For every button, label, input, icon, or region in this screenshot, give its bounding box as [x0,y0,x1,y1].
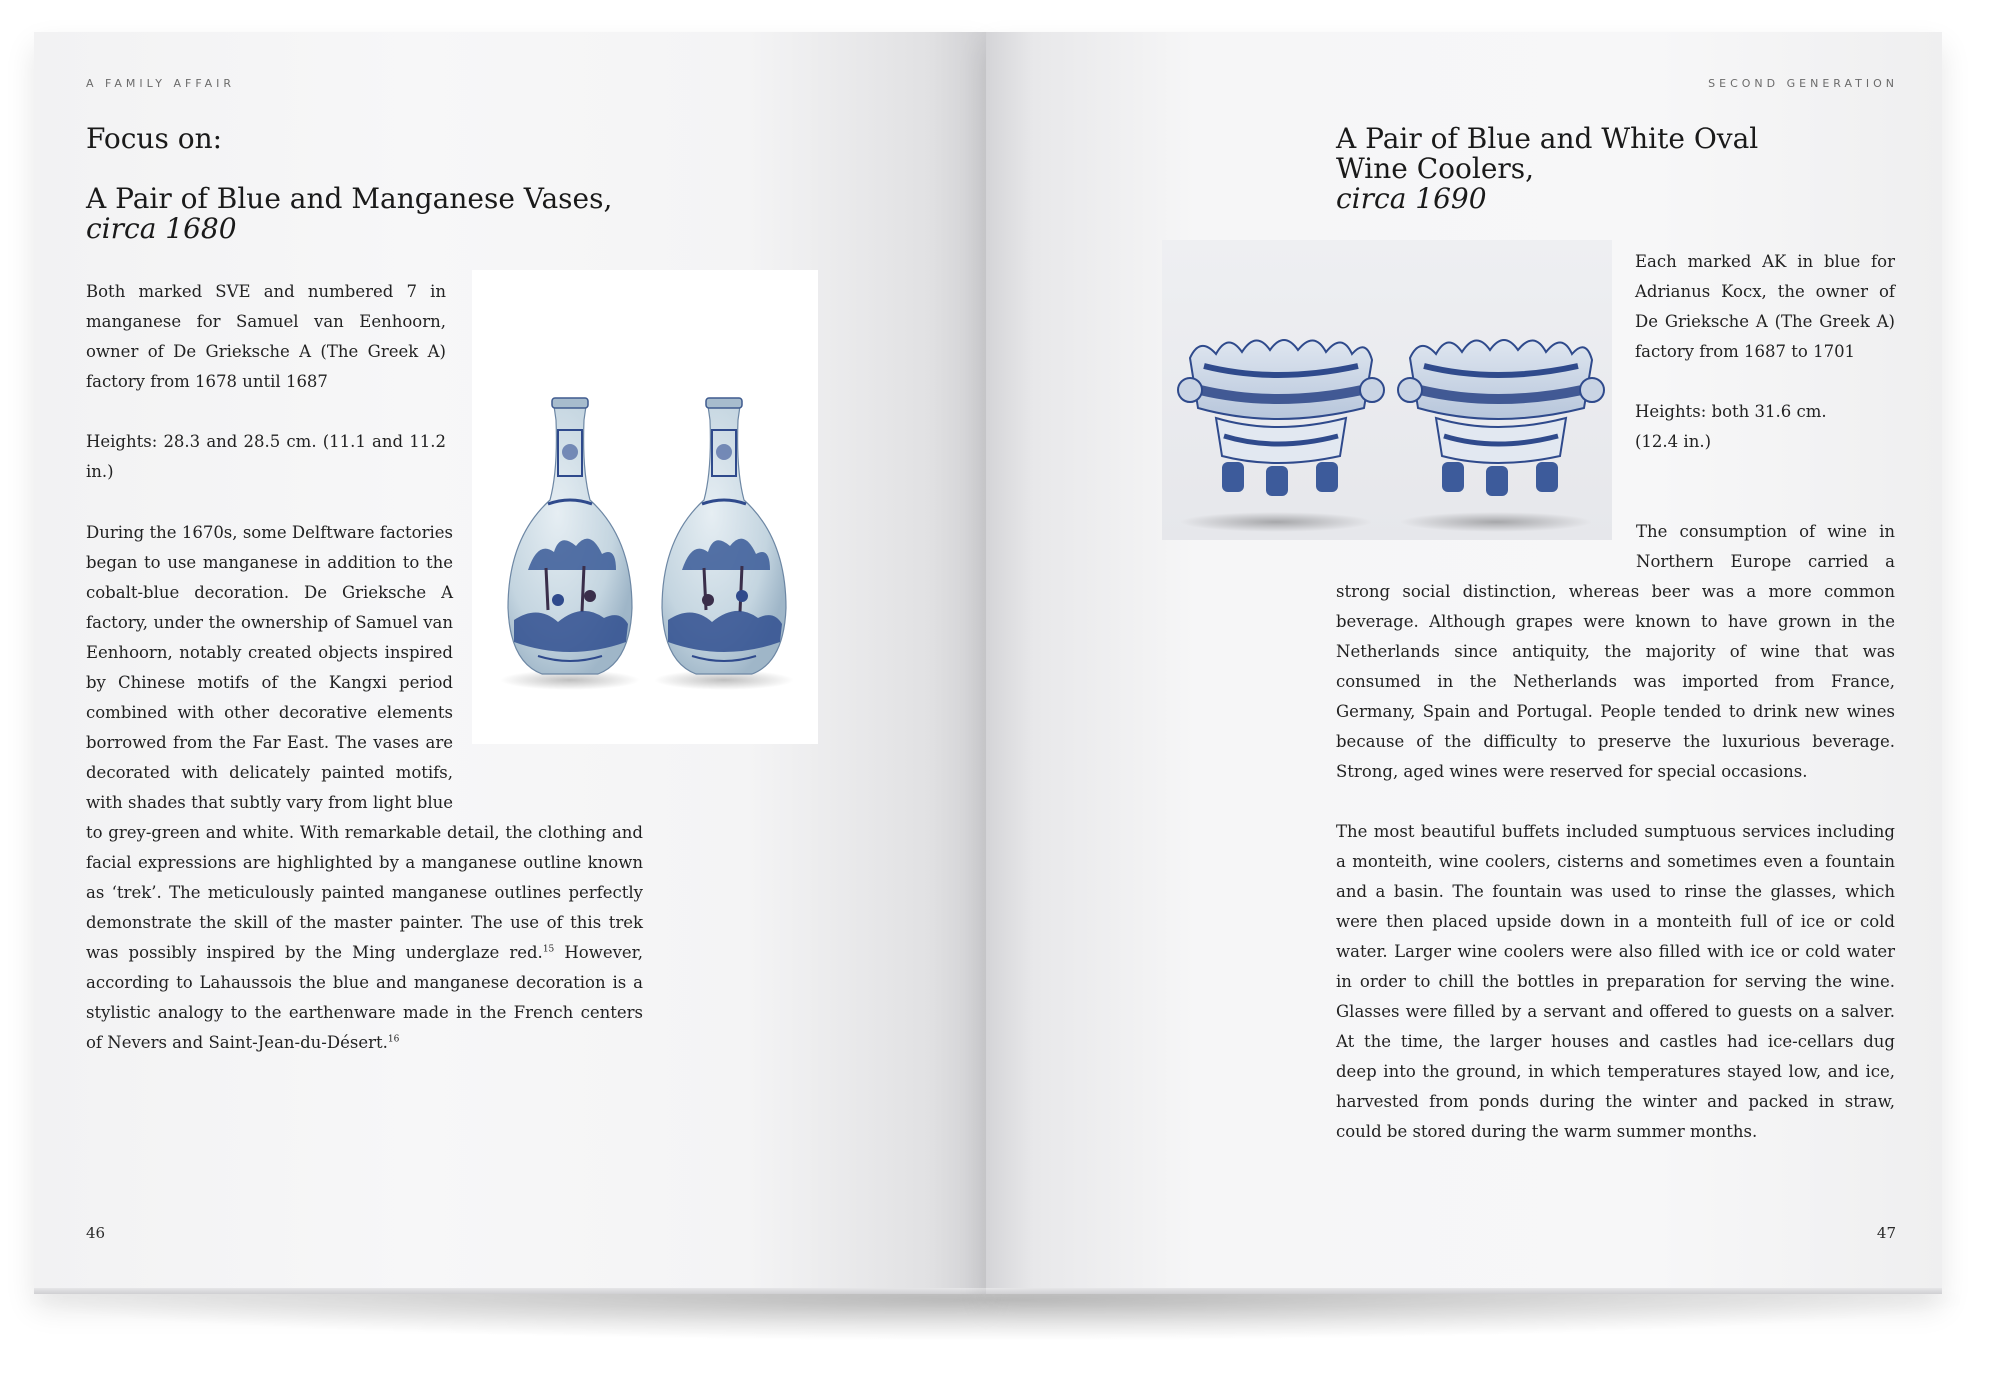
left-title [86,184,646,244]
right-intro-column [1635,247,1895,487]
left-page [34,32,986,1294]
page-number-left: 46 [86,1224,106,1242]
vase-left [500,398,640,690]
left-heights: Heights: 28.3 and 28.5 cm. (11.1 and 11.2 in.) [86,432,446,481]
right-title-line: A Pair of Blue and White Oval Wine Coolers, [1336,122,1759,185]
page-number-right: 47 [1876,1224,1896,1242]
right-page [986,32,1942,1294]
page-edge-left [34,1288,986,1294]
cooler-right [1398,340,1604,532]
wine-cooler-pair-photo [1162,240,1612,540]
image-float-spacer-right [1336,517,1636,569]
footnote-15: 15 [542,944,555,955]
left-body-cont: However, according to Lahaussois the blue and manganese decoration is a stylistic analogy to the earthenware made in the French centers of Nevers and Saint-Jean-du-Désert. [86,943,643,1052]
vase-right [654,398,794,690]
right-intro: Each marked AK in blue for Adrianus Kocx, the owner of De Grieksche A (The Greek A) factory from 1687 to 1701 [1635,252,1895,361]
left-intro: Both marked SVE and numbered 7 in manganese for Samuel van Eenhoorn, owner of De Grieksche A (The Greek A) factory from 1678 until 1687 [86,282,446,391]
right-title-date: circa 1690 [1336,182,1487,215]
right-heights [1635,397,1895,457]
left-body-main: During the 1670s, some Delftware factories began to use manganese in addition to the cobalt-blue decoration. De Grieksche A factory, under the ownership of Samuel van Eenhoorn, notably created objects inspired by Chinese motifs of the Kangxi period combined with other decorative elements borrowed from the Far East. The vases are decorated with delicately painted motifs, with shades that subtly vary from light blue to grey-green and white. With remarkable detail, the clothing and facial expressions are highlighted by a manganese outline known as ‘trek’. The meticulously painted manganese outlines perfectly demonstrate the skill of the master painter. The use of this trek was possibly inspired by the Ming underglaze red. [86,523,643,962]
right-para-1: The consumption of wine in Northern Europe carried a strong social distinction, whereas beer was a more common beverage. Although grapes were known to have grown in the Netherlands since antiquity, the majority of wine that was consumed in the Netherlands was imported from France, Germany, Spain and Portugal. People tended to drink new wines because of the difficulty to preserve the luxurious beverage. Strong, aged wines were reserved for special occasions. [1336,522,1895,781]
vase-pair-photo [472,270,818,744]
right-heights-1: Heights: both 31.6 cm. [1635,402,1827,421]
left-title-line: A Pair of Blue and Manganese Vases, [86,182,613,215]
left-title-date: circa 1680 [86,212,237,245]
footnote-16: 16 [387,1034,400,1045]
focus-kicker: Focus on: [86,122,223,155]
right-body [1336,517,1895,1177]
running-head-right: SECOND GENERATION [1708,77,1898,90]
left-intro-column [86,277,446,517]
running-head-left: A FAMILY AFFAIR [86,77,236,90]
cooler-left [1178,340,1384,532]
right-title [1336,124,1836,214]
right-heights-2: (12.4 in.) [1635,432,1712,451]
right-para-2: The most beautiful buffets included sumptuous services including a monteith, wine coolers, cisterns and sometimes even a fountain and a basin. The fountain was used to rinse the glasses, which were then placed upside down in a monteith full of ice or cold water. Larger wine coolers were also filled with ice or cold water in order to chill the bottles in preparation for serving the wine. Glasses were filled by a servant and offered to guests on a salver. At the time, the larger houses and castles had ice-cellars dug deep into the ground, in which temperatures stayed low, and ice, harvested from ponds during the winter and packed in straw, could be stored during the warm summer months. [1336,822,1895,1141]
page-edge-right [986,1288,1942,1294]
